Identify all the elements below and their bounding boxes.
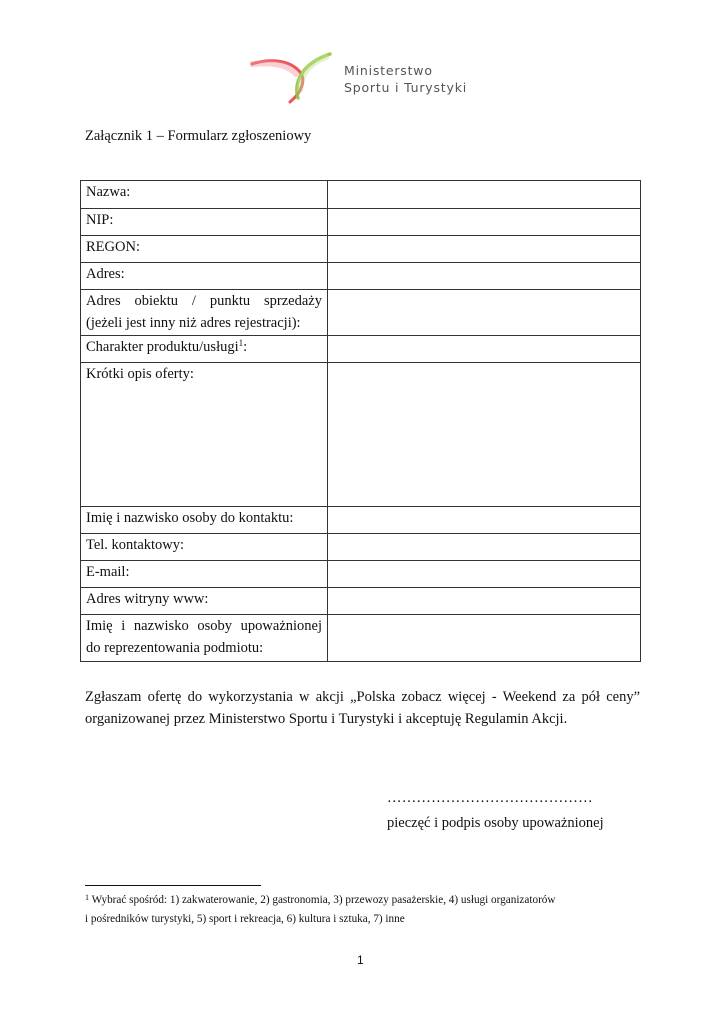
declaration-line-2: organizowanej przez Ministerstwo Sportu i Turystyki i akceptuję Regulamin Akcji. [85, 711, 568, 727]
field-adres-obiektu[interactable] [328, 290, 641, 336]
label-charakter-colon: : [243, 339, 248, 355]
label-adres: Adres: [81, 263, 328, 290]
logo-line-1: Ministerstwo [344, 63, 433, 78]
field-adres[interactable] [328, 263, 641, 290]
form-row-adres-obiektu [81, 290, 641, 336]
field-nazwa[interactable] [328, 181, 641, 209]
page-number: 1 [357, 953, 364, 967]
footnote-separator [85, 885, 261, 886]
label-nazwa: Nazwa: [81, 181, 328, 209]
label-adres-obiektu [81, 290, 328, 336]
label-kontakt-osoba: Imię i nazwisko osoby do kontaktu: [81, 507, 328, 534]
form-row-charakter [81, 336, 641, 363]
field-telefon[interactable] [328, 534, 641, 561]
label-charakter [81, 336, 328, 363]
footnote-line-2: i pośredników turystyki, 5) sport i rekreacja, 6) kultura i sztuka, 7) inne [85, 913, 405, 925]
logo-line-2: Sportu i Turystyki [344, 80, 468, 95]
label-adres-obiektu-line2: (jeżeli jest inny niż adres rejestracji): [86, 315, 301, 331]
form-row-opis [81, 363, 641, 507]
footnote [85, 891, 645, 929]
footnote-line-1: Wybrać spośród: 1) zakwaterowanie, 2) gastronomia, 3) przewozy pasażerskie, 4) usługi organizatorów [91, 894, 556, 906]
label-upowazniona-line1: Imię i nazwisko osoby upoważnionej [86, 618, 322, 634]
footnote-ref[interactable]: 1 [238, 338, 244, 348]
label-regon: REGON: [81, 236, 328, 263]
declaration-line-1: Zgłaszam ofertę do wykorzystania w akcji „Polska zobacz więcej - Weekend za pół ceny” [85, 689, 640, 705]
label-email: E-mail: [81, 561, 328, 588]
form-row-nip [81, 209, 641, 236]
form-row-email [81, 561, 641, 588]
label-charakter-text: Charakter produktu/usługi [86, 339, 239, 355]
footnote-number: 1 [85, 893, 89, 902]
form-row-nazwa [81, 181, 641, 209]
label-upowazniona [81, 615, 328, 662]
label-adres-obiektu-line1: Adres obiektu / punktu sprzedaży [86, 293, 322, 309]
label-upowazniona-line2: do reprezentowania podmiotu: [86, 640, 264, 656]
label-nip: NIP: [81, 209, 328, 236]
form-row-adres [81, 263, 641, 290]
field-upowazniona[interactable] [328, 615, 641, 662]
label-opis: Krótki opis oferty: [81, 363, 328, 507]
form-row-kontakt-osoba [81, 507, 641, 534]
field-opis[interactable] [328, 363, 641, 507]
ministry-logo [250, 50, 480, 108]
label-telefon: Tel. kontaktowy: [81, 534, 328, 561]
field-www[interactable] [328, 588, 641, 615]
form-row-telefon [81, 534, 641, 561]
form-row-regon [81, 236, 641, 263]
page-title: Załącznik 1 – Formularz zgłoszeniowy [85, 128, 312, 144]
field-nip[interactable] [328, 209, 641, 236]
signature-line: …………………………………… [387, 790, 593, 806]
label-www: Adres witryny www: [81, 588, 328, 615]
form-row-www [81, 588, 641, 615]
field-email[interactable] [328, 561, 641, 588]
declaration-text [85, 686, 640, 730]
field-charakter[interactable] [328, 336, 641, 363]
application-form-table [80, 180, 641, 662]
field-regon[interactable] [328, 236, 641, 263]
signature-caption: pieczęć i podpis osoby upoważnionej [387, 815, 604, 831]
field-kontakt-osoba[interactable] [328, 507, 641, 534]
form-row-upowazniona [81, 615, 641, 662]
ministry-emblem-icon [250, 50, 340, 108]
